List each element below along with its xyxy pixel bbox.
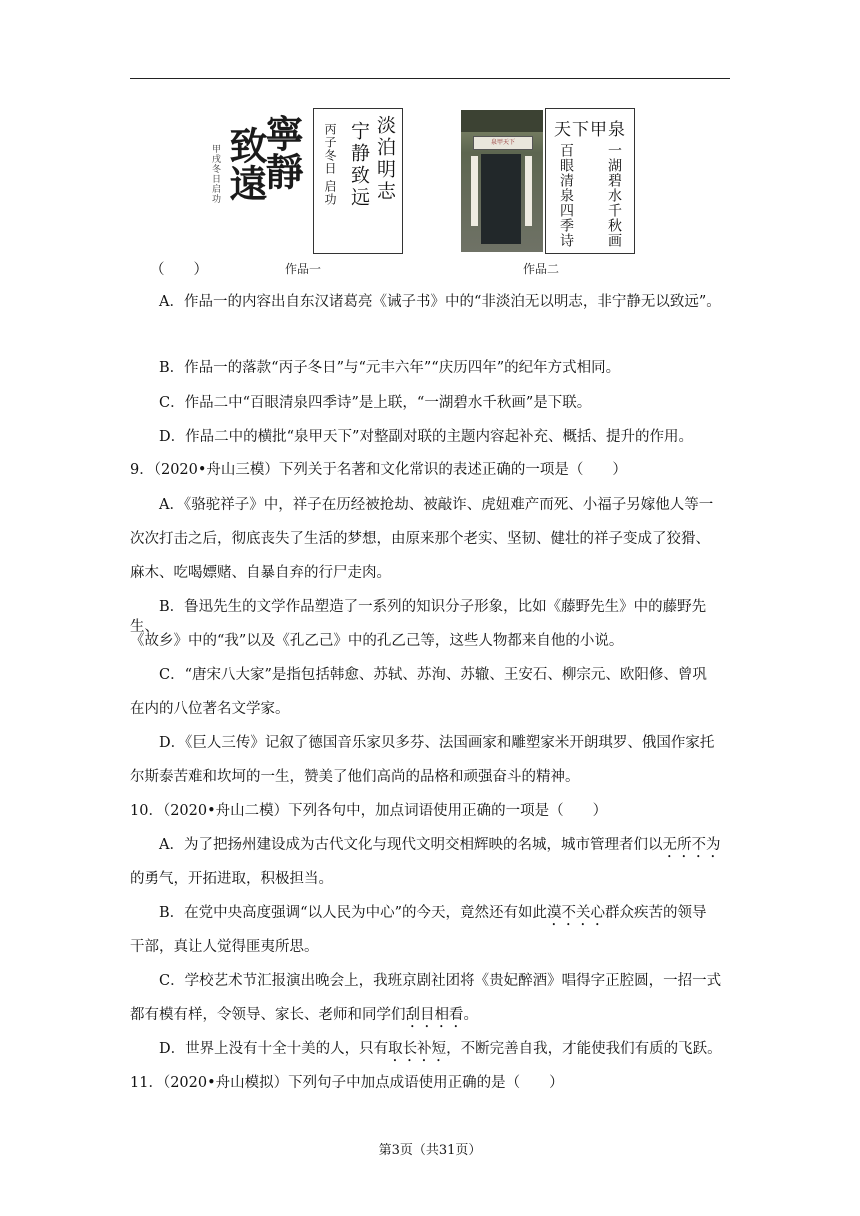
transcription-col2: 宁静致远	[348, 121, 370, 209]
q9-a-line3: 麻木、吃喝嫖赌、自暴自弃的行尸走肉。	[130, 565, 391, 581]
q10-d-line1: D．世界上没有十全十美的人，只有取长补短，不断完善自我，才能使我们有质的飞跃。	[159, 1041, 722, 1057]
q10-c-line2: 都有模有样，令领导、家长、老师和同学们刮目相看。	[130, 1007, 478, 1023]
caption-work2: 作品二	[523, 262, 560, 276]
calligraphy-signature: 甲戌冬日启功	[210, 144, 220, 204]
q9-b-line2: 《故乡》中的“我”以及《孔乙己》中的孔乙己等，这些人物都来自他的小说。	[130, 633, 624, 649]
q10-b-line1: B．在党中央高度强调“以人民为中心”的今天，竟然还有如此漠不关心群众疾苦的领导	[159, 905, 707, 921]
q10-b-line2: 干部，真让人觉得匪夷所思。	[130, 939, 319, 955]
couplet-right: 一湖碧水千秋画	[606, 143, 622, 248]
q9-c-line1: C．“唐宋八大家”是指包括韩愈、苏轼、苏洵、苏辙、王安石、柳宗元、欧阳修、曾巩	[159, 667, 707, 683]
dotted-idiom: 取长补短	[388, 1041, 447, 1057]
q9-a-line1: A．《骆驼祥子》中，祥子在历经被抢劫、被敲诈、虎妞难产而死、小福子另嫁他人等一	[159, 497, 714, 513]
q8-option-d: D．作品二中的横批“泉甲天下”对整副对联的主题内容起补充、概括、提升的作用。	[159, 429, 693, 445]
dotted-idiom: 刮目相看	[405, 1007, 464, 1023]
q10-a-line1: A．为了把扬州建设成为古代文化与现代文明交相辉映的名城，城市管理者们以无所不为	[159, 837, 721, 853]
work2-transcription-box	[545, 108, 635, 254]
transcription-col1: 淡泊明志	[374, 115, 396, 203]
work1-transcription-box	[313, 108, 403, 254]
horizontal-scroll: 天下甲泉	[554, 120, 626, 140]
figure-area	[205, 104, 645, 276]
q8-option-b: B．作品一的落款“丙子冬日”与“元丰六年”“庆历四年”的纪年方式相同。	[159, 360, 621, 376]
q9-a-line2: 次次打击之后，彻底丧失了生活的梦想，由原来那个老实、坚韧、健壮的祥子变成了狡猾、	[130, 531, 710, 547]
calligraphy-left: 致遠	[223, 126, 268, 202]
couplet-left: 百眼清泉四季诗	[558, 143, 574, 248]
q9-c-line2: 在内的八位著名文学家。	[130, 701, 290, 717]
inscription: 丙子冬日 启功	[323, 123, 337, 206]
caption-work1: 作品一	[285, 262, 322, 276]
q9-d-line2: 尔斯泰苦难和坎坷的一生，赞美了他们高尚的品格和顽强奋斗的精神。	[130, 769, 580, 785]
work2-photo: 泉甲天下	[461, 110, 543, 252]
page-footer: 第3页（共31页）	[378, 1143, 482, 1158]
q8-option-a: A．作品一的内容出自东汉诸葛亮《诫子书》中的“非淡泊无以明志，非宁静无以致远”。	[159, 294, 721, 310]
dotted-idiom: 无所不为	[662, 837, 721, 853]
q10-a-line2: 的勇气，开拓进取，积极担当。	[130, 871, 333, 887]
q9-b-line1: B．鲁迅先生的文学作品塑造了一系列的知识分子形象，比如《藤野先生》中的藤野先生、	[130, 599, 707, 635]
q11-stem: 11．（2020•舟山模拟）下列句子中加点成语使用正确的是（ ）	[130, 1075, 564, 1091]
q9-d-line1: D．《巨人三传》记叙了德国音乐家贝多芬、法国画家和雕塑家米开朗琪罗、俄国作家托	[159, 735, 715, 751]
q10-c-line1: C．学校艺术节汇报演出晚会上，我班京剧社团将《贵妃醉酒》唱得字正腔圆，一招一式	[159, 973, 722, 989]
header-rule	[130, 78, 730, 79]
q9-stem: 9．（2020•舟山三模）下列关于名著和文化常识的表述正确的一项是（ ）	[130, 462, 627, 478]
calligraphy-right: 寧靜	[259, 114, 304, 190]
q10-stem: 10．（2020•舟山二模）下列各句中，加点词语使用正确的一项是（ ）	[130, 803, 608, 819]
dotted-idiom: 漠不关心	[546, 905, 605, 921]
q8-blank: （ ）	[150, 262, 208, 278]
q8-option-c: C．作品二中“百眼清泉四季诗”是上联，“一湖碧水千秋画”是下联。	[159, 395, 592, 411]
